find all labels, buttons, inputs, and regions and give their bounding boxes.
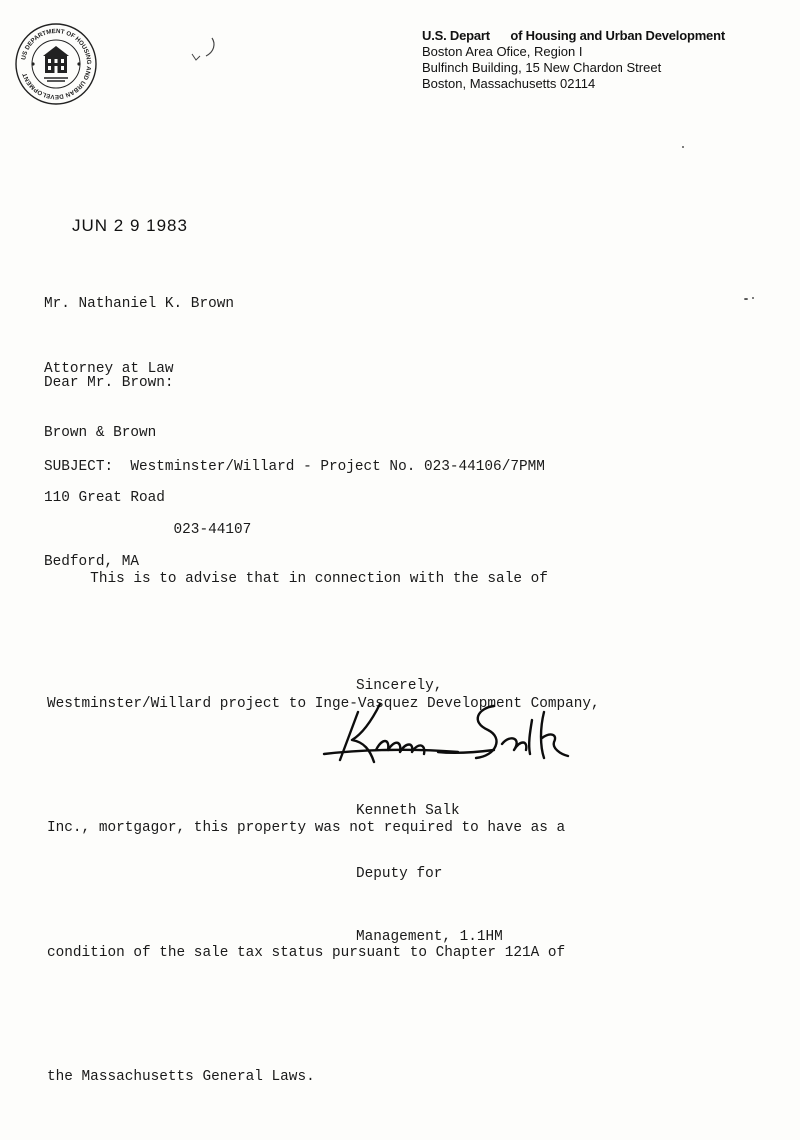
recipient-city: Bedford, MA (44, 554, 139, 570)
subject-line-2: 023-44107 (44, 522, 252, 538)
scan-speck (752, 297, 754, 299)
signature-block (356, 759, 503, 969)
body-line: This is to advise that in connection with the sale of (47, 571, 548, 587)
signatory-title-1: Deputy for (356, 866, 443, 882)
scan-speck (682, 146, 684, 148)
building-address: Bulfinch Building, 15 New Chardon Street (422, 60, 662, 75)
agency-name: U.S. Depart of Housing and Urban Development (422, 28, 725, 43)
recipient-firm: Brown & Brown (44, 425, 157, 441)
body-line: Inc., mortgagor, this property was not required to have as a (47, 820, 566, 836)
scan-speck (744, 298, 748, 300)
date-stamp: JUN 2 9 1983 (72, 216, 188, 235)
recipient-title: Attorney at Law (44, 360, 174, 377)
office-name: Boston Area Ofice, Region I (422, 44, 583, 59)
body-line: condition of the sale tax status pursuant to Chapter 121A of (47, 944, 566, 961)
signatory-name: Kenneth Salk (356, 803, 460, 819)
hud-seal-icon (14, 22, 98, 106)
city-address: Boston, Massachusetts 02114 (422, 76, 596, 91)
salutation: Dear Mr. Brown: (44, 375, 174, 391)
body-line: Westminster/Willard project to Inge-Vasquez Development Company, (47, 695, 600, 712)
seal-text: US DEPARTMENT OF HOUSING AND URBAN DEVELOPMENT (20, 27, 93, 101)
subject-line-1: SUBJECT: Westminster/Willard - Project No. 023-44106/7PMM (44, 459, 545, 475)
recipient-name: Mr. Nathaniel K. Brown (44, 296, 234, 312)
letter-body (47, 476, 600, 1140)
recipient-street: 110 Great Road (44, 489, 165, 506)
scan-mark-icon (188, 36, 220, 66)
closing: Sincerely, (356, 678, 443, 694)
body-line: the Massachusetts General Laws. (47, 1069, 315, 1085)
signatory-title-2: Management, 1.1HM (356, 929, 503, 945)
letterhead (422, 28, 725, 92)
